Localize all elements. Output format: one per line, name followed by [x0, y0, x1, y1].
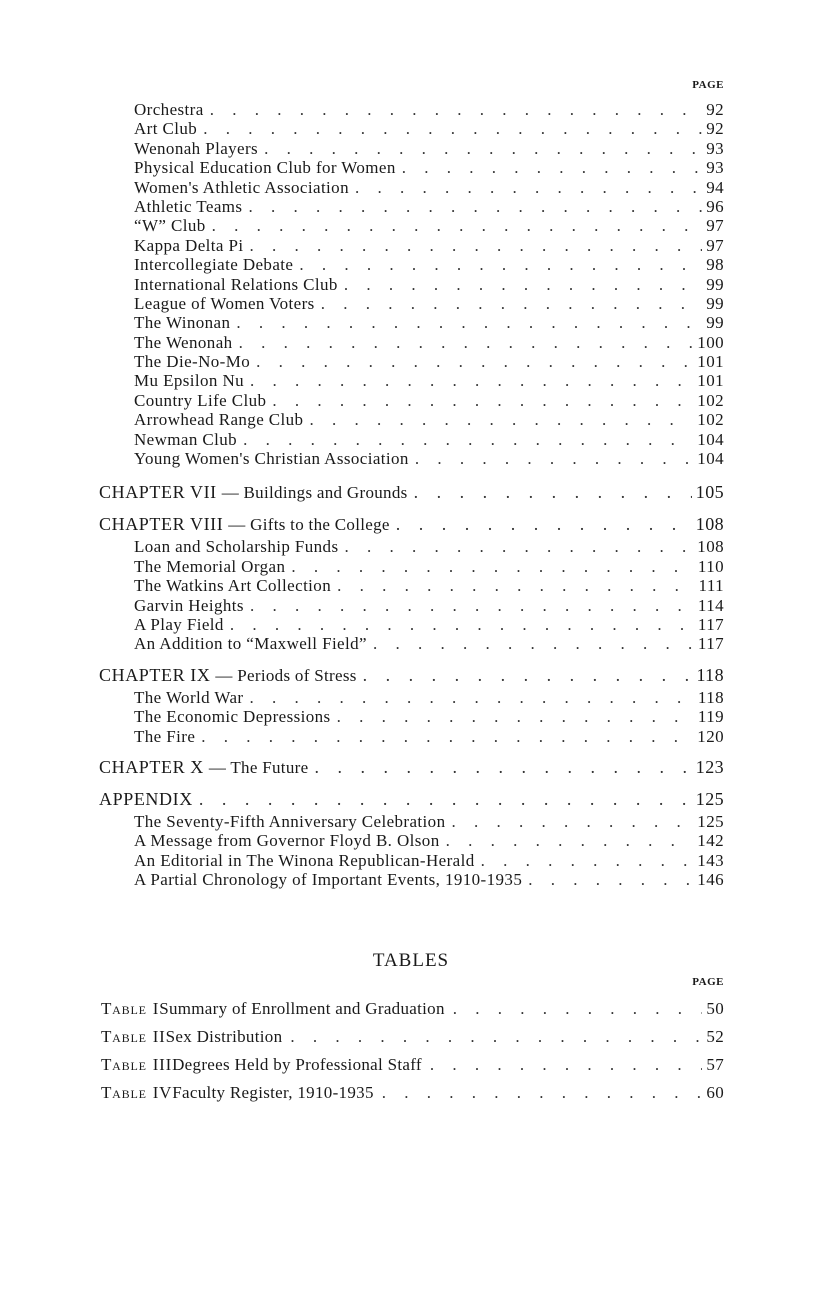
toc-entry: Country Life Club . . . 102	[0, 391, 822, 410]
chapter-10-heading: CHAPTER X — The Future . . . 123	[0, 757, 822, 778]
toc-entry: “W” Club . . . 97	[0, 216, 822, 235]
tables-heading: TABLES	[372, 950, 450, 971]
toc-entry: Mu Epsilon Nu . . . 101	[0, 371, 822, 390]
toc-entry: Arrowhead Range Club . . . 102	[0, 410, 822, 429]
toc-entry: Loan and Scholarship Funds . . . 108	[0, 537, 822, 556]
table-entry: Table III Degrees Held by Professional Staff . . . 57	[0, 1051, 822, 1079]
toc-entry: Athletic Teams . . . 96	[0, 197, 822, 216]
toc-entry: The Economic Depressions . . . 119	[0, 707, 822, 726]
toc-entry: Wenonah Players . . . 93	[0, 139, 822, 158]
table-entry: Table IV Faculty Register, 1910-1935 . . . 60	[0, 1079, 822, 1107]
toc-entry: Newman Club . . . 104	[0, 430, 822, 449]
toc-entry: A Partial Chronology of Important Events, 1910-1935 . . . 146	[0, 870, 822, 889]
toc-entry: The World War . . . 118	[0, 688, 822, 707]
tables-list	[0, 995, 822, 1107]
toc-entry: The Seventy-Fifth Anniversary Celebration . . . 125	[0, 812, 822, 831]
toc-entry: Kappa Delta Pi . . . 97	[0, 236, 822, 255]
toc-entry: A Play Field . . . 117	[0, 615, 822, 634]
table-of-contents	[0, 100, 822, 890]
toc-entry: Garvin Heights . . . 114	[0, 596, 822, 615]
table-entry: Table I Summary of Enrollment and Graduation . . . 50	[0, 995, 822, 1023]
toc-entry: Women's Athletic Association . . . 94	[0, 178, 822, 197]
toc-entry: An Editorial in The Winona Republican-Herald . . . 143	[0, 851, 822, 870]
chapter-8-heading: CHAPTER VIII — Gifts to the College . . . 108	[0, 514, 822, 535]
appendix-heading: APPENDIX . . . 125	[0, 789, 822, 810]
page-column-heading: PAGE	[692, 79, 724, 91]
toc-entry: International Relations Club . . . 99	[0, 275, 822, 294]
toc-entry: The Die-No-Mo . . . 101	[0, 352, 822, 371]
toc-entry: A Message from Governor Floyd B. Olson . . . 142	[0, 831, 822, 850]
toc-entry: The Winonan . . . 99	[0, 313, 822, 332]
toc-entry: The Fire . . . 120	[0, 727, 822, 746]
toc-entry: League of Women Voters . . . 99	[0, 294, 822, 313]
toc-entry: The Memorial Organ . . . 110	[0, 557, 822, 576]
table-entry: Table II Sex Distribution . . . 52	[0, 1023, 822, 1051]
tables-page-column-heading: PAGE	[692, 976, 724, 988]
toc-entry: The Wenonah . . . 100	[0, 333, 822, 352]
toc-entry: The Watkins Art Collection . . . 111	[0, 576, 822, 595]
toc-entry: Orchestra . . . 92	[0, 100, 822, 119]
toc-entry: Intercollegiate Debate . . . 98	[0, 255, 822, 274]
toc-entry: Art Club . . . 92	[0, 119, 822, 138]
toc-entry: Physical Education Club for Women . . . 93	[0, 158, 822, 177]
toc-entry: An Addition to “Maxwell Field” . . . 117	[0, 634, 822, 653]
toc-entry: Young Women's Christian Association . . . 104	[0, 449, 822, 468]
chapter-9-heading: CHAPTER IX — Periods of Stress . . . 118	[0, 665, 822, 686]
chapter-7-heading: CHAPTER VII — Buildings and Grounds . . . 105	[0, 482, 822, 503]
